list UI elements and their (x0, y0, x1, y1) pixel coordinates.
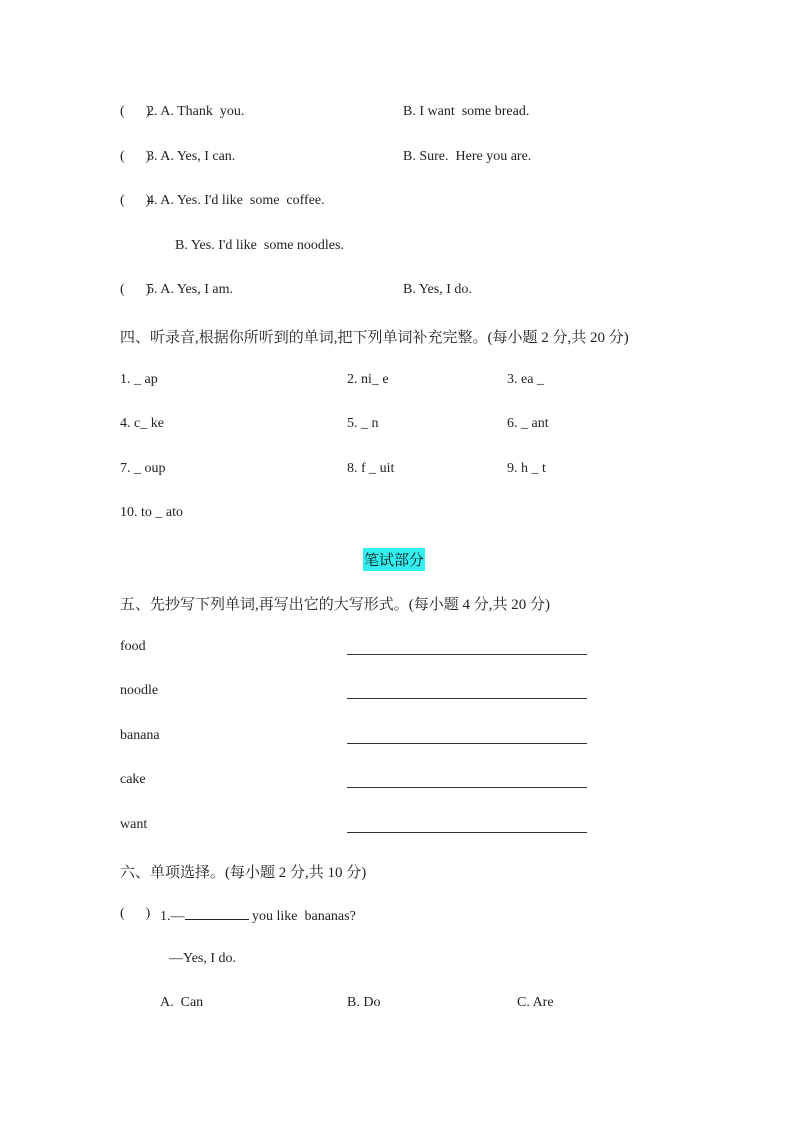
fill-word-item[interactable]: 5. _ n (347, 416, 379, 431)
fill-word-item[interactable]: 10. to _ ato (120, 505, 183, 520)
fill-word-item[interactable]: 8. f _ uit (347, 461, 395, 476)
question-4-option-a: 4. A. Yes. I'd like some coffee. (147, 193, 325, 208)
writing-line[interactable] (347, 654, 587, 655)
question-1-stem (160, 906, 356, 925)
question-5-option-b: B. Yes, I do. (403, 282, 472, 297)
answer-paren[interactable]: ( ) (120, 104, 151, 119)
answer-paren[interactable]: ( ) (120, 193, 151, 208)
question-2-option-b: B. I want some bread. (403, 104, 530, 119)
writing-line[interactable] (347, 787, 587, 788)
fill-word-item[interactable]: 9. h _ t (507, 461, 546, 476)
fill-word-item[interactable]: 7. _ oup (120, 461, 166, 476)
question-1-blank[interactable] (185, 906, 249, 920)
question-1-prefix: 1.— (160, 909, 185, 924)
copy-word: banana (120, 728, 160, 743)
section-6-heading: 六、单项选择。(每小题 2 分,共 10 分) (120, 865, 367, 881)
question-1-suffix: you like bananas? (248, 909, 356, 924)
answer-paren[interactable]: ( ) (120, 282, 151, 297)
question-3-option-b: B. Sure. Here you are. (403, 149, 532, 164)
fill-word-item[interactable]: 1. _ ap (120, 372, 158, 387)
copy-word: want (120, 817, 148, 832)
option-c[interactable]: C. Are (517, 995, 554, 1010)
question-4-option-b: B. Yes. I'd like some noodles. (175, 238, 344, 253)
answer-paren[interactable]: ( ) (120, 906, 151, 921)
writing-line[interactable] (347, 832, 587, 833)
fill-word-item[interactable]: 4. c_ ke (120, 416, 164, 431)
section-4-heading: 四、听录音,根据你所听到的单词,把下列单词补充完整。(每小题 2 分,共 20 分) (120, 330, 629, 346)
section-5-heading: 五、先抄写下列单词,再写出它的大写形式。(每小题 4 分,共 20 分) (120, 597, 550, 613)
question-2-option-a: 2. A. Thank you. (147, 104, 245, 119)
copy-word: noodle (120, 683, 159, 698)
answer-paren[interactable]: ( ) (120, 149, 151, 164)
question-3-option-a: 3. A. Yes, I can. (147, 149, 236, 164)
fill-word-item[interactable]: 3. ea _ (507, 372, 544, 387)
question-5-option-a: 5. A. Yes, I am. (147, 282, 233, 297)
writing-line[interactable] (347, 698, 587, 699)
option-b[interactable]: B. Do (347, 995, 381, 1010)
question-1-answer-line: —Yes, I do. (169, 951, 237, 966)
writing-line[interactable] (347, 743, 587, 744)
copy-word: cake (120, 772, 146, 787)
fill-word-item[interactable]: 2. ni_ e (347, 372, 389, 387)
copy-word: food (120, 639, 146, 654)
option-a[interactable]: A. Can (160, 995, 204, 1010)
fill-word-item[interactable]: 6. _ ant (507, 416, 549, 431)
written-part-title: 笔试部分 (363, 548, 425, 571)
